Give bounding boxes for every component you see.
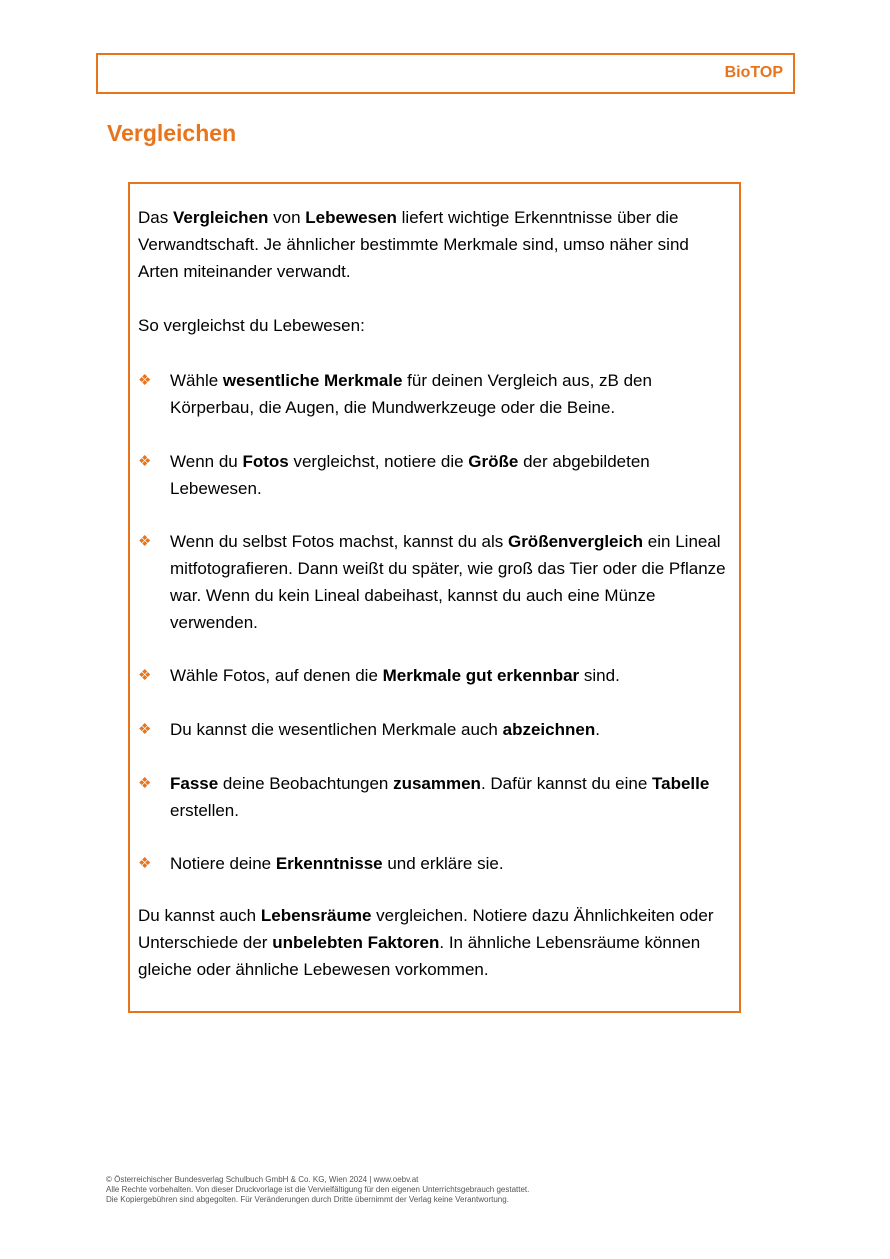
bold-text: abzeichnen: [502, 720, 596, 739]
diamond-bullet-icon: ❖: [138, 775, 152, 792]
text: . In ähnliche Lebensräume können gleiche oder ähnliche Lebewesen vorkommen.: [138, 933, 701, 979]
text: für deinen Vergleich aus, zB den Körperbau, die Augen, die Mundwerkzeuge oder die Beine.: [170, 371, 652, 417]
list-item: [138, 528, 727, 636]
diamond-bullet-icon: ❖: [138, 453, 152, 470]
bold-text: wesentliche Merkmale: [222, 371, 403, 390]
text: Das: [138, 208, 173, 227]
text: Wähle: [170, 371, 223, 390]
bold-text: zusammen: [393, 774, 481, 793]
text: von: [268, 208, 306, 227]
list-item: [138, 448, 727, 502]
bold-text: Fotos: [242, 452, 289, 471]
bold-text: Größe: [468, 452, 519, 471]
text: .: [595, 720, 600, 739]
text: Du kannst auch: [138, 906, 261, 925]
diamond-bullet-icon: ❖: [138, 855, 152, 872]
prompt-line: So vergleichst du Lebewesen:: [138, 316, 365, 335]
list-item: [138, 850, 727, 877]
text: liefert wichtige Erkenntnisse über die Verwandtschaft. Je ähnlicher bestimmte Merkmale sind, umso näher sind Arten miteinander verwandt.: [138, 208, 689, 281]
text: Wähle Fotos, auf denen die: [170, 666, 383, 685]
bold-text: Größenvergleich: [507, 532, 644, 551]
info-box: [128, 182, 741, 1013]
outro-paragraph: [138, 902, 727, 983]
diamond-bullet-icon: ❖: [138, 667, 152, 684]
text: Notiere deine: [170, 854, 276, 873]
bold-text: Erkenntnisse: [275, 854, 383, 873]
text: . Dafür kannst du eine: [480, 774, 652, 793]
footer-rights: Alle Rechte vorbehalten. Von dieser Druckvorlage ist die Vervielfältigung für den eigenen Unterrichtsgebrauch gestattet.: [106, 1185, 530, 1194]
footer-disclaimer: Die Kopiergebühren sind abgegolten. Für Veränderungen durch Dritte übernimmt der Verlag keine Verantwortung.: [106, 1195, 509, 1204]
text: sind.: [579, 666, 620, 685]
text: Wenn du: [170, 452, 243, 471]
footer-copyright: © Österreichischer Bundesverlag Schulbuch GmbH & Co. KG, Wien 2024 | www.oebv.at: [106, 1175, 419, 1184]
footer: [106, 1175, 529, 1205]
text: deine Beobachtungen: [218, 774, 394, 793]
bold-text: Merkmale gut erkennbar: [382, 666, 580, 685]
text: vergleichst, notiere die: [288, 452, 469, 471]
list-item: [138, 770, 727, 824]
text: erstellen.: [170, 801, 239, 820]
header-bar: [96, 53, 795, 94]
bold-text: Lebewesen: [305, 208, 397, 227]
text: Wenn du selbst Fotos machst, kannst du als: [170, 532, 508, 551]
text: und erkläre sie.: [382, 854, 504, 873]
diamond-bullet-icon: ❖: [138, 372, 152, 389]
bold-text: Vergleichen: [172, 208, 269, 227]
brand-label: BioTOP: [724, 64, 783, 81]
list-item: [138, 662, 727, 689]
list-item: [138, 716, 727, 743]
text: ein Lineal mitfotografieren. Dann weißt du später, wie groß das Tier oder die Pflanze war. Wenn du kein Lineal dabeihast, kannst du auch eine Münze verwenden.: [170, 532, 726, 632]
text: der abgebildeten Lebewesen.: [170, 452, 650, 498]
diamond-bullet-icon: ❖: [138, 721, 152, 738]
list-item: [138, 367, 727, 421]
bold-text: Fasse: [170, 774, 219, 793]
bold-text: Lebensräume: [260, 906, 372, 925]
page-title: Vergleichen: [107, 120, 237, 146]
text: vergleichen. Notiere dazu Ähnlichkeiten oder Unterschiede der: [138, 906, 714, 952]
intro-paragraph: [138, 204, 727, 285]
bold-text: unbelebten Faktoren: [272, 933, 440, 952]
text: Du kannst die wesentlichen Merkmale auch: [170, 720, 503, 739]
bold-text: Tabelle: [652, 774, 710, 793]
diamond-bullet-icon: ❖: [138, 533, 152, 550]
